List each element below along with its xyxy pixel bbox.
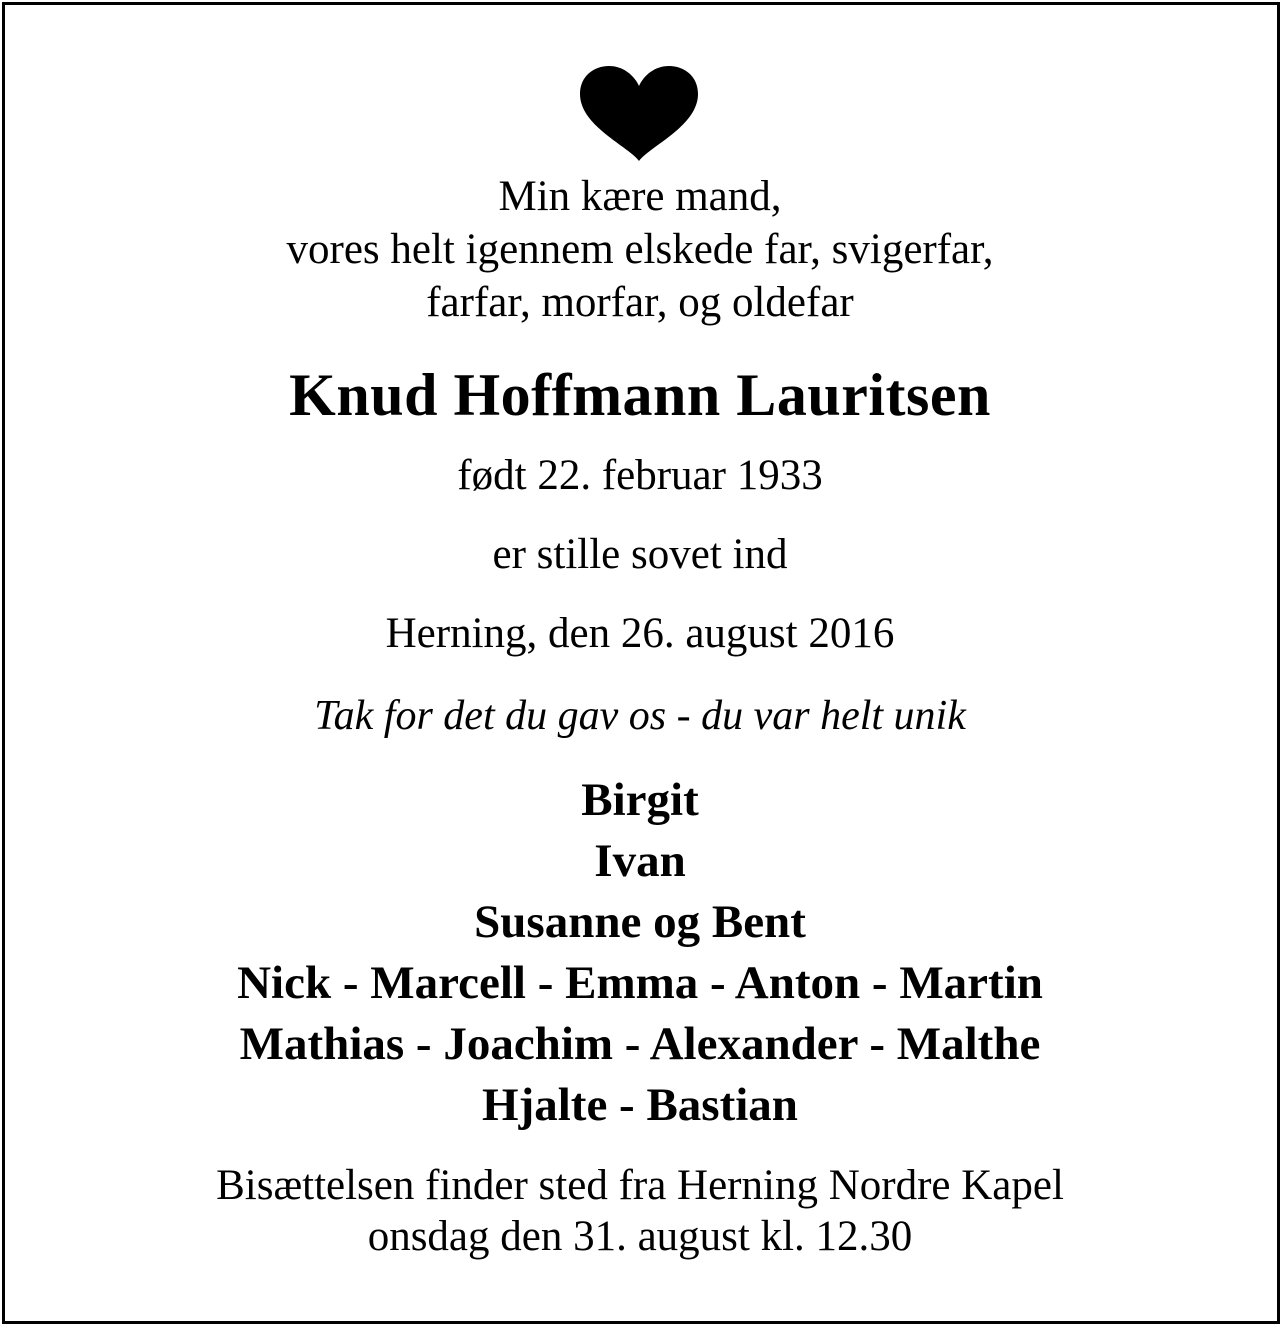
death-place-date: Herning, den 26. august 2016: [385, 610, 895, 657]
intro-text: [0, 170, 1280, 329]
mourners-list: [0, 770, 1280, 1136]
memorial-quote: Tak for det du gav os - du var helt unik: [314, 693, 966, 739]
heart-icon: [576, 64, 702, 164]
passed-text: er stille sovet ind: [492, 531, 788, 578]
deceased-name: Knud Hoffmann Lauritsen: [289, 362, 991, 428]
funeral-line: Bisættelsen finder sted fra Herning Nordre Kapel: [216, 1162, 1064, 1209]
intro-line: farfar, morfar, og oldefar: [426, 279, 854, 326]
funeral-line: onsdag den 31. august kl. 12.30: [367, 1213, 913, 1260]
birth-date: født 22. februar 1933: [457, 452, 823, 499]
mourner-line: Birgit: [581, 774, 699, 826]
mourner-line: Ivan: [594, 835, 686, 887]
mourner-line: Hjalte - Bastian: [482, 1079, 798, 1131]
intro-line: vores helt igennem elskede far, svigerfar,: [286, 226, 994, 273]
funeral-info: [0, 1160, 1280, 1262]
mourner-line: Nick - Marcell - Emma - Anton - Martin: [237, 957, 1043, 1009]
mourner-line: Susanne og Bent: [474, 896, 806, 948]
intro-line: Min kære mand,: [498, 173, 782, 220]
mourner-line: Mathias - Joachim - Alexander - Malthe: [239, 1018, 1041, 1070]
